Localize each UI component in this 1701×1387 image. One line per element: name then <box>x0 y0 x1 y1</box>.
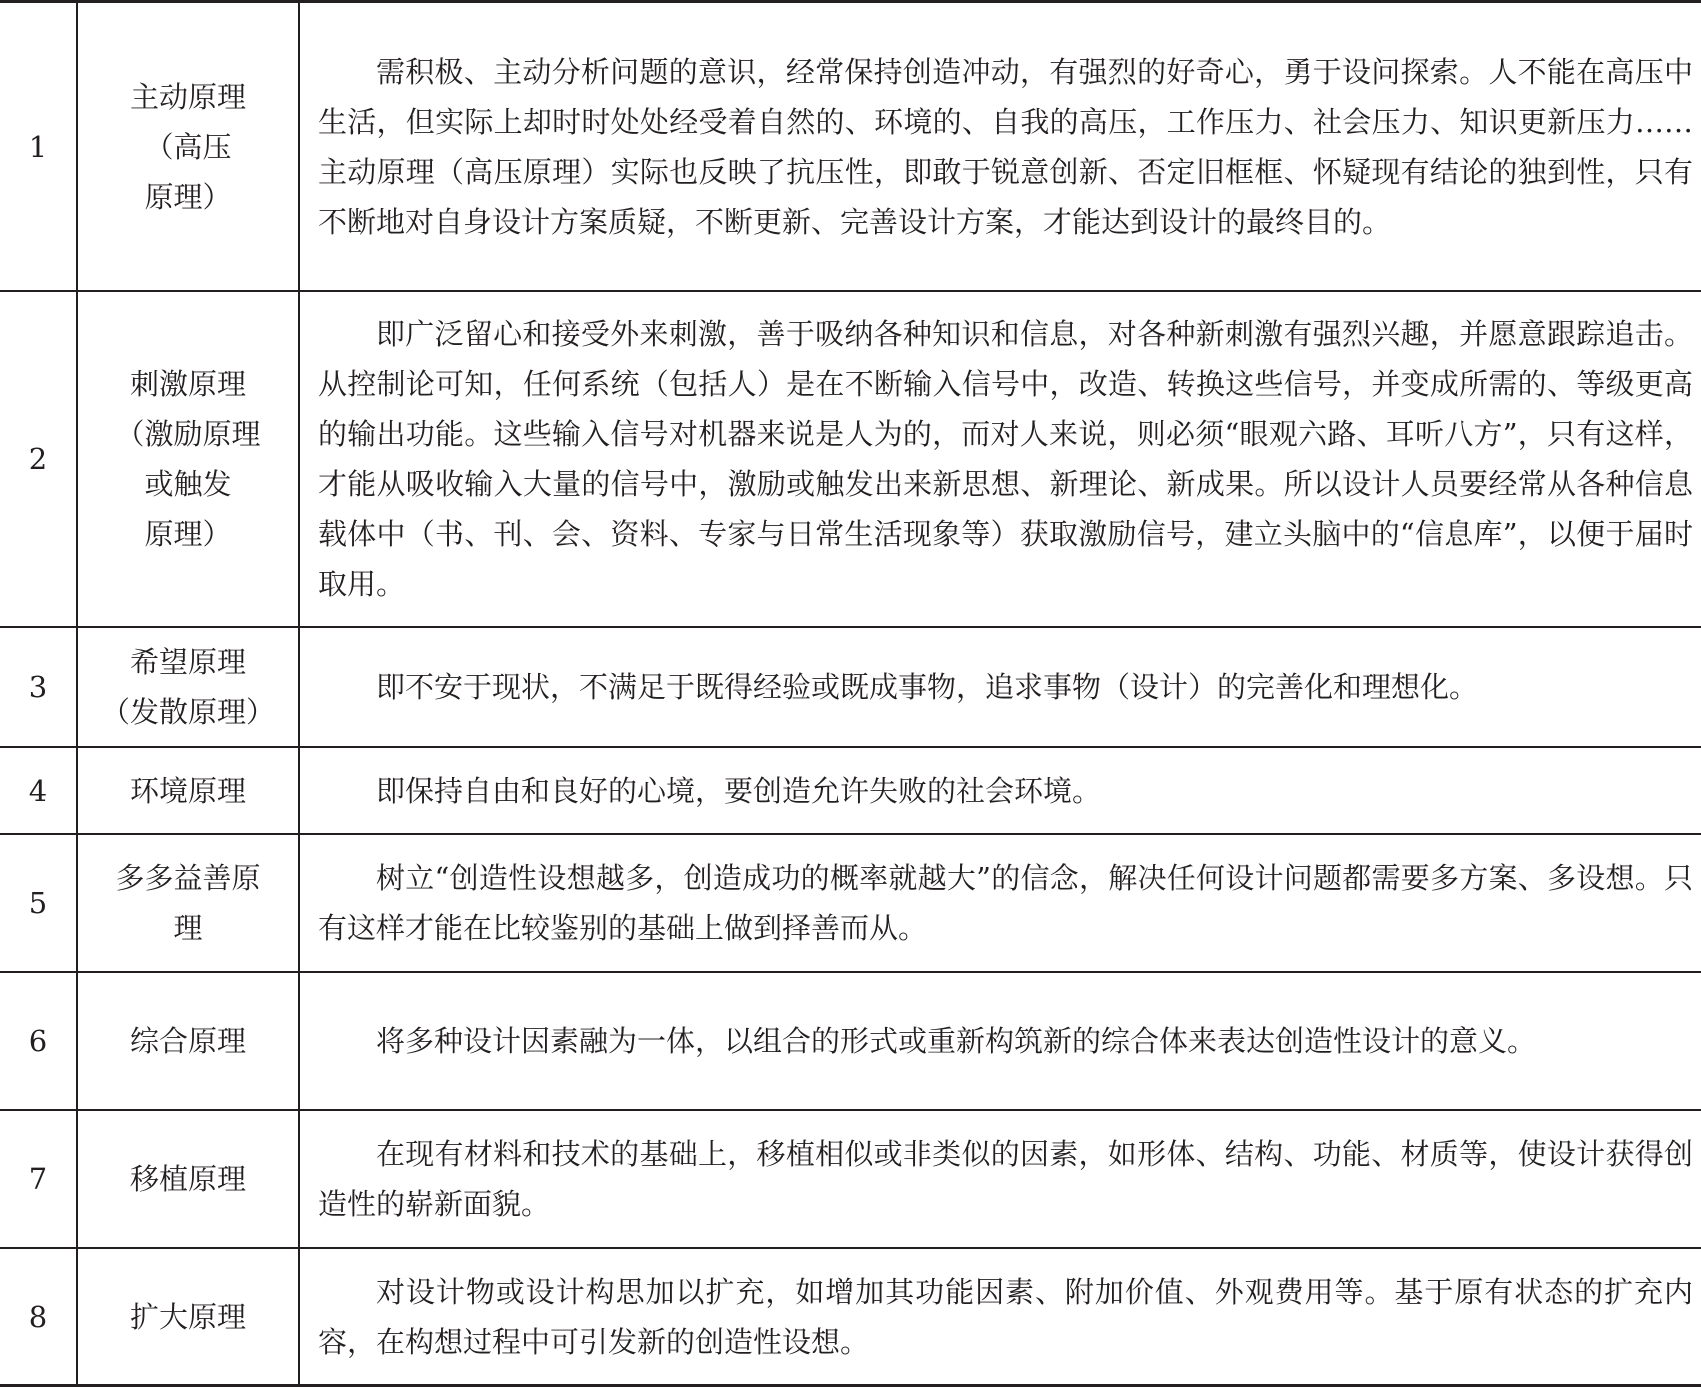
principle-description: 树立“创造性设想越多，创造成功的概率就越大”的信念，解决任何设计问题都需要多方案、多设想。只有这样才能在比较鉴别的基础上做到择善而从。 <box>299 834 1701 972</box>
principle-name: 环境原理 <box>129 773 246 808</box>
table-row <box>0 627 1701 747</box>
principle-description: 对设计物或设计构思加以扩充，如增加其功能因素、附加价值、外观费用等。基于原有状态的扩充内容，在构想过程中可引发新的创造性设想。 <box>299 1248 1701 1386</box>
principle-name-cell <box>77 2 299 292</box>
principle-description: 即保持自由和良好的心境，要创造允许失败的社会环境。 <box>299 747 1701 834</box>
principle-name-cell <box>77 747 299 834</box>
principle-name: 多多益善原 理 <box>115 861 261 945</box>
table-row <box>0 291 1701 627</box>
principle-name: 刺激原理 （激励原理 或触发 原理） <box>115 367 261 551</box>
row-number: 6 <box>0 972 77 1110</box>
principle-description: 在现有材料和技术的基础上，移植相似或非类似的因素，如形体、结构、功能、材质等，使设计获得创造性的崭新面貌。 <box>299 1110 1701 1248</box>
principle-name: 综合原理 <box>129 1024 246 1058</box>
principle-name: 移植原理 <box>129 1162 246 1196</box>
row-number: 4 <box>0 747 77 834</box>
principle-name-cell <box>77 972 299 1110</box>
principle-description: 即不安于现状，不满足于既得经验或既成事物，追求事物（设计）的完善化和理想化。 <box>299 627 1701 747</box>
row-number: 5 <box>0 834 77 972</box>
row-number: 8 <box>0 1248 77 1386</box>
table-row <box>0 972 1701 1110</box>
table-row <box>0 1110 1701 1248</box>
principle-name: 希望原理 （发散原理） <box>100 645 275 729</box>
row-number: 1 <box>0 2 77 292</box>
principle-name-cell <box>77 1248 299 1386</box>
principle-description: 需积极、主动分析问题的意识，经常保持创造冲动，有强烈的好奇心，勇于设问探索。人不能在高压中生活，但实际上却时时处处经受着自然的、环境的、自我的高压，工作压力、社会压力、知识更新压力……主动原理（高压原理）实际也反映了抗压性，即敢于锐意创新、否定旧框框、怀疑现有结论的独到性，只有不断地对自身设计方案质疑，不断更新、完善设计方案，才能达到设计的最终目的。 <box>299 2 1701 292</box>
principle-name: 主动原理 （高压 原理） <box>129 79 246 214</box>
principle-name-cell <box>77 834 299 972</box>
row-number: 2 <box>0 291 77 627</box>
table-row <box>0 2 1701 292</box>
principle-name-cell <box>77 291 299 627</box>
table-row <box>0 834 1701 972</box>
principle-name-cell <box>77 627 299 747</box>
row-number: 3 <box>0 627 77 747</box>
row-number: 7 <box>0 1110 77 1248</box>
table-row <box>0 747 1701 834</box>
principle-name-cell <box>77 1110 299 1248</box>
principle-description: 即广泛留心和接受外来刺激，善于吸纳各种知识和信息，对各种新刺激有强烈兴趣，并愿意跟踪追击。从控制论可知，任何系统（包括人）是在不断输入信号中，改造、转换这些信号，并变成所需的、等级更高的输出功能。这些输入信号对机器来说是人为的，而对人来说，则必须“眼观六路、耳听八方”，只有这样，才能从吸收输入大量的信号中，激励或触发出来新思想、新理论、新成果。所以设计人员要经常从各种信息载体中（书、刊、会、资料、专家与日常生活现象等）获取激励信号，建立头脑中的“信息库”，以便于届时取用。 <box>299 291 1701 627</box>
table-row <box>0 1248 1701 1386</box>
principle-name: 扩大原理 <box>129 1299 246 1334</box>
principle-description: 将多种设计因素融为一体，以组合的形式或重新构筑新的综合体来表达创造性设计的意义。 <box>299 972 1701 1110</box>
